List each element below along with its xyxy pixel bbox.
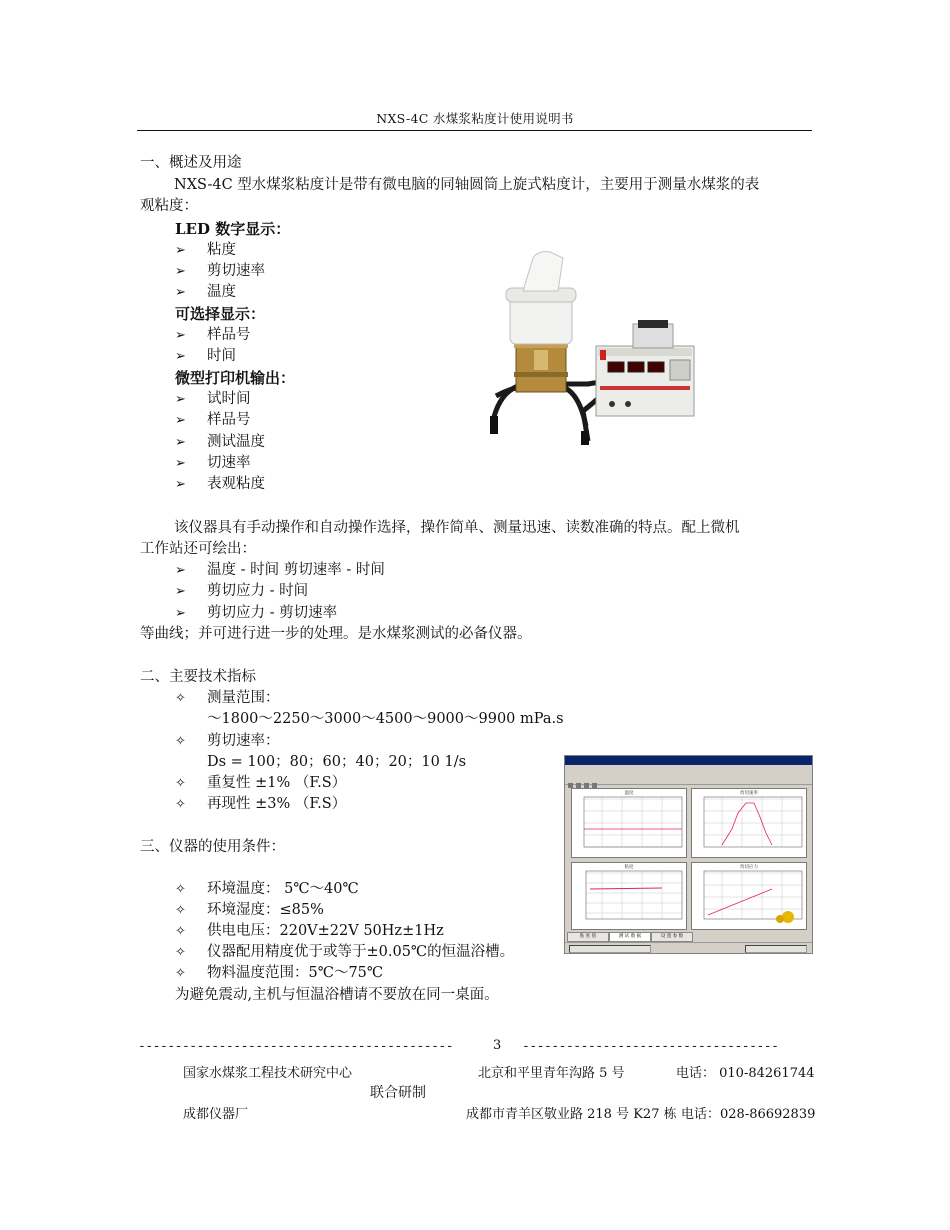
mini-grid [692,789,806,857]
chart-panel-shear-rate [691,788,807,858]
arrowhead-bullet-icon: ➢ [175,606,186,621]
screenshot-statusbar [565,942,812,953]
mini-grid [572,863,686,929]
arrowhead-bullet-icon: ➢ [175,243,186,258]
status-box [745,945,807,953]
list-item: ✧ 剪切速率： [175,731,280,752]
list-item: ➢ 剪切应力 - 时间 [175,581,308,602]
four-point-star-bullet-icon: ✧ [175,691,186,706]
window-menubar [565,766,812,774]
panel-title: 粘度 [624,865,634,870]
footer-org1: 国家水煤浆工程技术研究中心 [183,1066,353,1081]
para2-end: 等曲线；并可进行进一步的处理。是水煤浆测试的必备仪器。 [140,626,532,642]
screenshot-tabs [567,932,807,941]
footer-dash-left: ------------------------------------------- [138,1039,454,1054]
list-item: ✧ 重复性 ±1% （F.S） [175,773,346,794]
arrowhead-bullet-icon: ➢ [175,392,186,407]
para2-line1: 该仪器具有手动操作和自动操作选择，操作简单、测量迅速、读数准确的特点。配上微机 [174,520,740,536]
arrowhead-bullet-icon: ➢ [175,584,186,599]
four-point-star-bullet-icon: ✧ [175,903,186,918]
four-point-star-bullet-icon: ✧ [175,776,186,791]
list-item: ✧ 环境温度： 5℃～40℃ [175,879,359,900]
shear-value: Ds = 100；80；60；40；20；10 1/s [207,754,467,770]
arrowhead-bullet-icon: ➢ [175,349,186,364]
footer-addr2: 成都市青羊区敬业路 218 号 K27 栋 [466,1107,677,1122]
footer-org2: 成都仪器厂 [183,1107,249,1122]
tab-settings: 设 置 参 数 [651,932,693,942]
section3-heading: 三、仪器的使用条件： [140,839,285,855]
footer-addr1: 北京和平里青年沟路 5 号 [478,1066,625,1081]
arrowhead-bullet-icon: ➢ [175,477,186,492]
list-item: ✧ 仪器配用精度优于或等于±0.05℃的恒温浴槽。 [175,942,514,963]
chart-panel-temperature [571,788,687,858]
list-item: ➢ 试时间 [175,389,251,410]
optional-heading: 可选择显示： [175,305,266,323]
list-item: ➢ 样品号 [175,325,251,346]
four-point-star-bullet-icon: ✧ [175,797,186,812]
arrowhead-bullet-icon: ➢ [175,328,186,343]
list-item: ✧ 再现性 ±3% （F.S） [175,794,346,815]
footer-tel2: 电话：028-86692839 [681,1107,816,1122]
four-point-star-bullet-icon: ✧ [175,966,186,981]
section1-heading: 一、概述及用途 [140,155,242,171]
list-item: ➢ 测试温度 [175,432,265,453]
list-item: ➢ 温度 - 时间 剪切速率 - 时间 [175,560,385,581]
chart-panel-viscosity [571,862,687,930]
printer-heading: 微型打印机输出： [175,369,296,387]
panel-title: 温度 [624,791,634,796]
arrowhead-bullet-icon: ➢ [175,413,186,428]
footer-dash-right: ----------------------------------- [522,1039,779,1054]
list-item: ➢ 粘度 [175,240,236,261]
arrowhead-bullet-icon: ➢ [175,435,186,450]
four-point-star-bullet-icon: ✧ [175,734,186,749]
list-item: ➢ 时间 [175,346,236,367]
footer-joint: 联合研制 [370,1085,426,1101]
viscometer-photo [478,236,698,451]
mini-grid [572,789,686,857]
list-item: ➢ 切速率 [175,453,251,474]
list-item: ➢ 表观粘度 [175,474,265,495]
chart-panel-shear-stress [691,862,807,930]
list-item: ➢ 剪切应力 - 剪切速率 [175,603,337,624]
header-title: NXS-4C 水煤浆粘度计使用说明书 [376,111,574,126]
section2-heading: 二、主要技术指标 [140,669,256,685]
header-rule [137,130,812,131]
panel-title: 剪切应力 [740,865,758,870]
list-item: ✧ 环境湿度：≤85% [175,900,324,921]
page-number: 3 [493,1038,502,1053]
arrowhead-bullet-icon: ➢ [175,285,186,300]
arrowhead-bullet-icon: ➢ [175,456,186,471]
panel-title: 剪切速率 [740,791,758,796]
four-point-star-bullet-icon: ✧ [175,924,186,939]
list-item: ➢ 样品号 [175,410,251,431]
list-item: ✧ 物料温度范围：5℃～75℃ [175,963,383,984]
para2-line2: 工作站还可绘出： [140,541,256,557]
four-point-star-bullet-icon: ✧ [175,945,186,960]
viscometer-illustration [478,236,698,451]
range-value: ～1800～2250～3000～4500～9000～9900 mPa.s [207,711,564,727]
window-toolbar [565,775,812,785]
four-point-star-bullet-icon: ✧ [175,882,186,897]
list-item: ➢ 剪切速率 [175,261,265,282]
mini-grid [692,863,806,929]
arrowhead-bullet-icon: ➢ [175,563,186,578]
intro-line1: NXS-4C 型水煤浆粘度计是带有微电脑的同轴圆筒上旋式粘度计，主要用于测量水煤浆的表 [174,177,760,193]
list-item: ✧ 供电电压：220V±22V 50Hz±1Hz [175,921,444,942]
arrowhead-bullet-icon: ➢ [175,264,186,279]
footer-tel1: 电话： 010-84261744 [676,1066,815,1081]
list-item: ➢ 温度 [175,282,236,303]
section3-note: 为避免震动,主机与恒温浴槽请不要放在同一桌面。 [175,987,499,1003]
intro-line2: 观粘度： [140,198,198,214]
window-titlebar [565,756,812,765]
led-heading: LED 数字显示： [175,220,291,238]
tab-viscosity: 粘 度 值 [567,932,609,942]
status-box [569,945,651,953]
tab-test-data: 测 试 数 据 [609,932,651,942]
software-screenshot [564,755,813,954]
list-item: ✧ 测量范围： [175,688,280,709]
